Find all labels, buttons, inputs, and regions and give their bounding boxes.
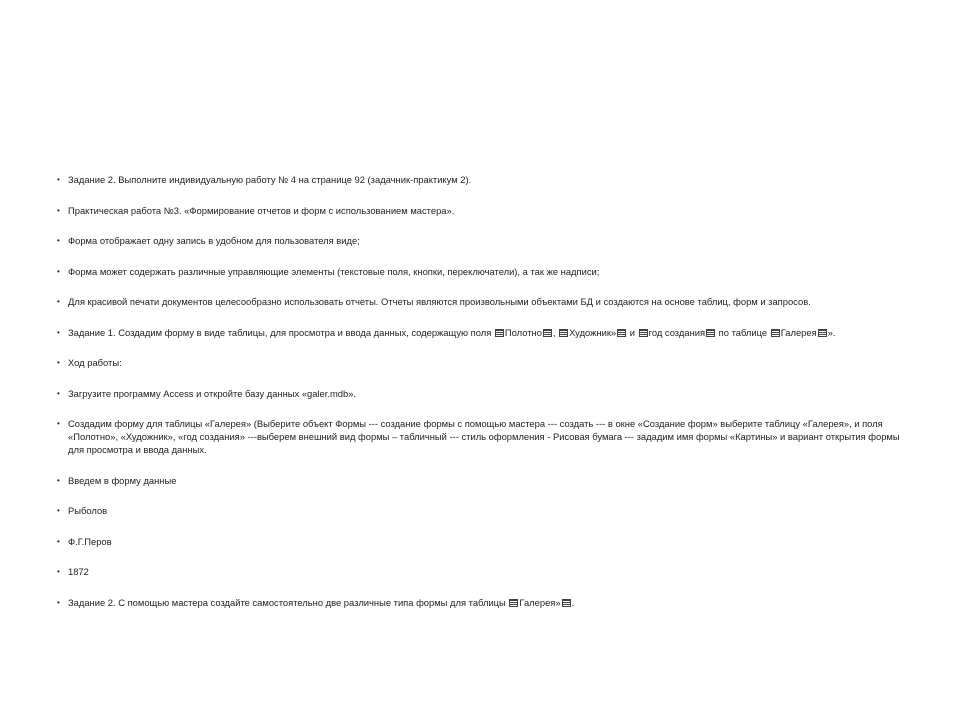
bullet: • xyxy=(57,297,60,306)
missing-glyph-icon xyxy=(706,329,715,337)
text-segment: . xyxy=(571,596,575,608)
list-item xyxy=(57,417,907,456)
text-segment: и xyxy=(627,326,638,338)
item-text: Рыболов xyxy=(68,505,108,516)
missing-glyph-icon xyxy=(617,329,626,337)
text-segment: Полотно xyxy=(504,326,542,338)
text-segment: Задание 1. Создадим форму в виде таблицы, для просмотра и ввода данных, содержащую поля xyxy=(68,326,494,338)
list-item xyxy=(57,204,907,217)
bullet: • xyxy=(57,567,60,576)
list-item xyxy=(57,387,907,400)
missing-glyph-icon xyxy=(495,329,504,337)
bullet: • xyxy=(57,236,60,245)
item-text: Задание 2. Выполните индивидуальную работу № 4 на странице 92 (задачник-практикум 2). xyxy=(68,174,472,185)
list-item xyxy=(57,535,907,548)
list-item xyxy=(57,326,907,339)
missing-glyph-icon xyxy=(562,599,571,607)
bullet-list xyxy=(57,173,907,626)
list-item xyxy=(57,173,907,186)
list-item xyxy=(57,234,907,247)
item-text: Введем в форму данные xyxy=(68,474,177,486)
text-segment: , xyxy=(552,326,559,338)
missing-glyph-icon xyxy=(509,599,518,607)
text-segment: Галерея» xyxy=(519,596,561,608)
missing-glyph-icon xyxy=(543,329,552,337)
text-segment: по таблице xyxy=(716,326,770,338)
missing-glyph-icon xyxy=(559,329,568,337)
text-segment: Галерея xyxy=(780,326,817,338)
item-text: Создадим форму для таблицы «Галерея» (Выберите объект Формы --- создание формы с помощью мастера --- создать --- в окне «Создание форм» выберите таблицу «Галерея», и поля «Полотно», «Художник», «год создания» ---выберем внешний вид формы – табличный --- стиль оформления - Рисовая бумага --- зададим имя формы «Картины» и вариант открытия формы для просмотра и ввода данных. xyxy=(68,418,903,455)
item-text: Ход работы: xyxy=(68,357,122,368)
list-item xyxy=(57,504,907,517)
bullet: • xyxy=(57,419,60,428)
text-segment: ». xyxy=(827,326,836,338)
bullet: • xyxy=(57,175,60,184)
list-item xyxy=(57,265,907,278)
bullet: • xyxy=(57,597,60,607)
item-text: Ф.Г.Перов xyxy=(68,535,112,547)
bullet: • xyxy=(57,327,60,337)
bullet: • xyxy=(57,475,60,485)
bullet: • xyxy=(57,266,60,276)
missing-glyph-icon xyxy=(818,329,827,337)
item-text xyxy=(68,327,836,338)
list-item xyxy=(57,356,907,369)
bullet: • xyxy=(57,506,60,515)
item-text: 1872 xyxy=(68,566,89,577)
item-text: Загрузите программу Access и откройте базу данных «galer.mdb». xyxy=(68,387,357,399)
item-text: Практическая работа №3. «Формирование отчетов и форм с использованием мастера». xyxy=(68,204,455,216)
item-text: Форма отображает одну запись в удобном для пользователя виде; xyxy=(68,235,360,246)
text-segment: Художник» xyxy=(569,326,617,338)
missing-glyph-icon xyxy=(771,329,780,337)
list-item xyxy=(57,565,907,578)
bullet: • xyxy=(57,536,60,546)
bullet: • xyxy=(57,358,60,367)
item-text xyxy=(68,597,574,608)
missing-glyph-icon xyxy=(639,329,648,337)
item-text: Для красивой печати документов целесообразно использовать отчеты. Отчеты являются произвольными объектами БД и создаются на основе таблиц, форм и запросов. xyxy=(68,296,811,307)
list-item xyxy=(57,474,907,487)
list-item xyxy=(57,295,907,308)
bullet: • xyxy=(57,205,60,215)
text-segment: Задание 2. С помощью мастера создайте самостоятельно две различные типа формы для таблицы xyxy=(68,596,509,608)
item-text: Форма может содержать различные управляющие элементы (текстовые поля, кнопки, переключатели), а так же надписи; xyxy=(68,265,600,277)
list-item xyxy=(57,596,907,609)
bullet: • xyxy=(57,388,60,398)
text-segment: год создания xyxy=(648,326,706,338)
